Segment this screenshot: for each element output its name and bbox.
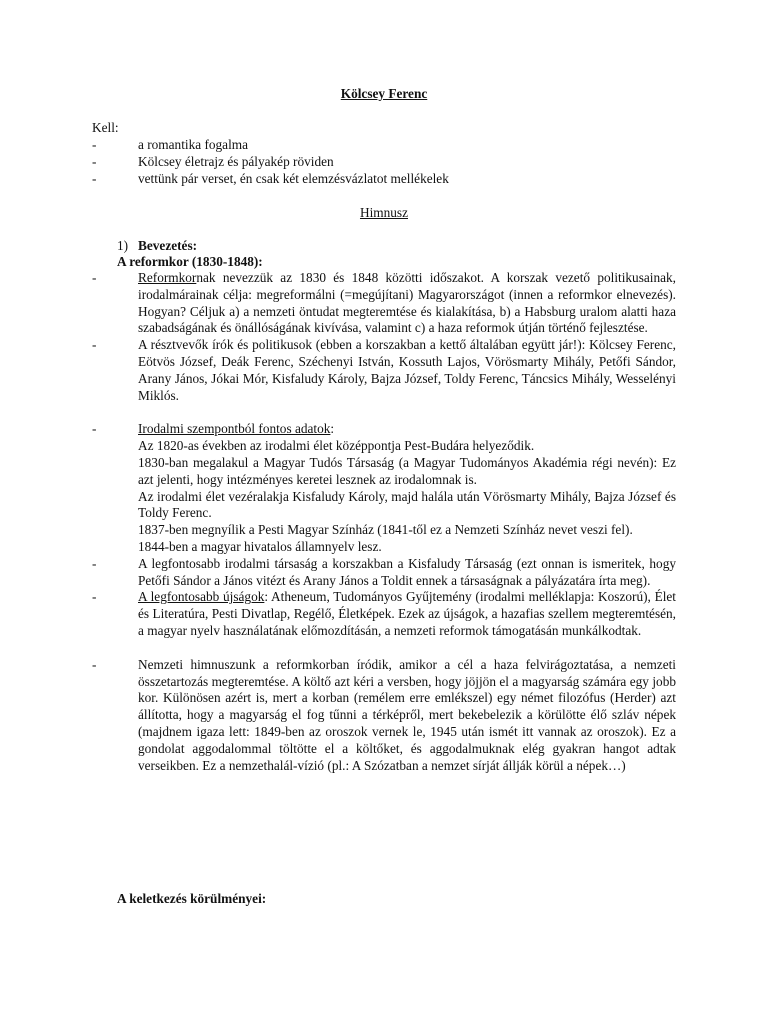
bullet-dash: - [92, 137, 97, 152]
section-heading-keletkezes: A keletkezés körülményei: [117, 891, 267, 906]
paragraph-item [92, 657, 676, 775]
paragraph-text [138, 589, 676, 639]
paragraph-text [138, 270, 676, 337]
list-item-text: a romantika fogalma [138, 137, 249, 152]
paragraph-item [92, 421, 676, 555]
paragraph-line: 1830-ban megalakul a Magyar Tudós Társaság (a Magyar Tudományos Akadémia régi nevén): Ez azt jelenti, hogy intézményes keretei lesznek az irodalomnak is. [138, 454, 676, 487]
section-label: Bevezetés: [138, 238, 198, 253]
section-number: 1) [117, 238, 129, 253]
subtitle: Himnusz [359, 205, 408, 220]
list-item [92, 171, 682, 188]
paragraph-text: A résztvevők írók és politikusok (ebben a korszakban a kettő általában együtt jár!): Kölcsey Ferenc, Eötvös József, Deák Ferenc, Széchenyi István, Kossuth Lajos, Vörösmarty Mihály, Petőfi Sándor, Arany János, Jókai Mór, Kisfaludy Károly, Bajza József, Toldy Ferenc, Táncsics Mihály, Wesselényi Miklós. [138, 337, 676, 403]
bullet-dash: - [92, 555, 97, 571]
paragraph-text: Nemzeti himnuszunk a reformkorban íródik, amikor a cél a haza felvirágoztatása, a nemzeti összetartozás megteremtése. A költő azt kéri a versben, hogy jöjjön el a magyarság számára egy jobb kor. Különösen azért is, mert a korban (remélem erre emlékszel) egy német filozófus (Herder) azt állította, hogy a magyarság el fog tűnni a térképről, mert bekebelezik a körülötte élő szláv népek (majdnem igaza lett: 1849-ben az oroszok vernek le, 1945 után ismét itt vannak az oroszok). Ez a gondolat aggodalommal töltötte el a költőket, és aggodalmuknak elég gyakran hangot adtak verseikben. Ez a nemzethalál-vízió (pl.: A Szózatban a nemzet sírját állják körül a népek…) [138, 656, 676, 773]
bullet-dash: - [92, 656, 97, 672]
list-item [92, 137, 682, 154]
list-item-text: Kölcsey életrajz és pályakép röviden [138, 153, 334, 169]
section-heading [117, 238, 197, 255]
colon: : [330, 421, 335, 437]
paragraph-item [92, 556, 676, 590]
paragraph-item [92, 270, 676, 337]
paragraph-line: Az irodalmi élet vezéralakja Kisfaludy Károly, majd halála után Vörösmarty Mihály, Bajza József és Toldy Ferenc. [138, 488, 676, 521]
list-item [92, 154, 682, 171]
bullet-dash: - [92, 270, 97, 285]
paragraph-item [92, 337, 676, 404]
paragraph-text [138, 421, 676, 555]
paragraph-line: 1844-ben a magyar hivatalos államnyelv lesz. [138, 538, 382, 554]
paragraph-text: A legfontosabb irodalmi társaság a korszakban a Kisfaludy Társaság (ezt onnan is ismeritek, hogy Petőfi Sándor a János vitézt és Arany János a Toldit ennek a társaságnak a pályázatára írta meg). [138, 555, 676, 588]
bullet-dash: - [92, 421, 97, 437]
bullet-dash: - [92, 170, 97, 186]
kell-list [92, 137, 682, 187]
document-title: Kölcsey Ferenc [340, 86, 428, 101]
underlined-term: Reformkor [138, 270, 197, 285]
list-item-text: vettünk pár verset, én csak két elemzésvázlatot mellékelek [138, 170, 449, 186]
reformkor-heading: A reformkor (1830-1848): [117, 254, 263, 269]
underlined-term: A legfontosabb újságok [138, 589, 265, 605]
bullet-dash: - [92, 337, 97, 353]
kell-label: Kell: [92, 120, 119, 135]
main-content [92, 270, 676, 774]
paragraph-line: Az 1820-as években az irodalmi élet középpontja Pest-Budára helyeződik. [138, 438, 535, 454]
paragraph-body: : Atheneum, Tudományos Gyűjtemény (irodalmi melléklapja: Koszorú), Élet és Literatúra, Pesti Divatlap, Regélő, Életképek. Ezek az újságok, a hazafias szellem megteremtésén, a magyar nyelv használatának előmozdításán, a nemzeti reformok támogatásán munkálkodtak. [138, 589, 676, 638]
underlined-term: Irodalmi szempontból fontos adatok [138, 421, 331, 437]
bullet-dash: - [92, 153, 97, 169]
paragraph-item [92, 589, 676, 639]
bullet-dash: - [92, 589, 97, 605]
paragraph-body: nak nevezzük az 1830 és 1848 közötti időszakot. A korszak vezető politikusainak, irodalmárainak célja: megreformálni (=megújítani) Magyarországot (innen a reformkor elnevezés). Hogyan? Céljuk a) a nemzeti öntudat megteremtése és kialakítása, b) a Habsburg uralom alatti haza szabadságának és önállóságának kivívása, valamint c) a haza reformok útján történő fejlesztése. [138, 270, 676, 336]
paragraph-line: 1837-ben megnyílik a Pesti Magyar Színház (1841-től ez a Nemzeti Színház nevet veszi fel). [138, 522, 633, 538]
